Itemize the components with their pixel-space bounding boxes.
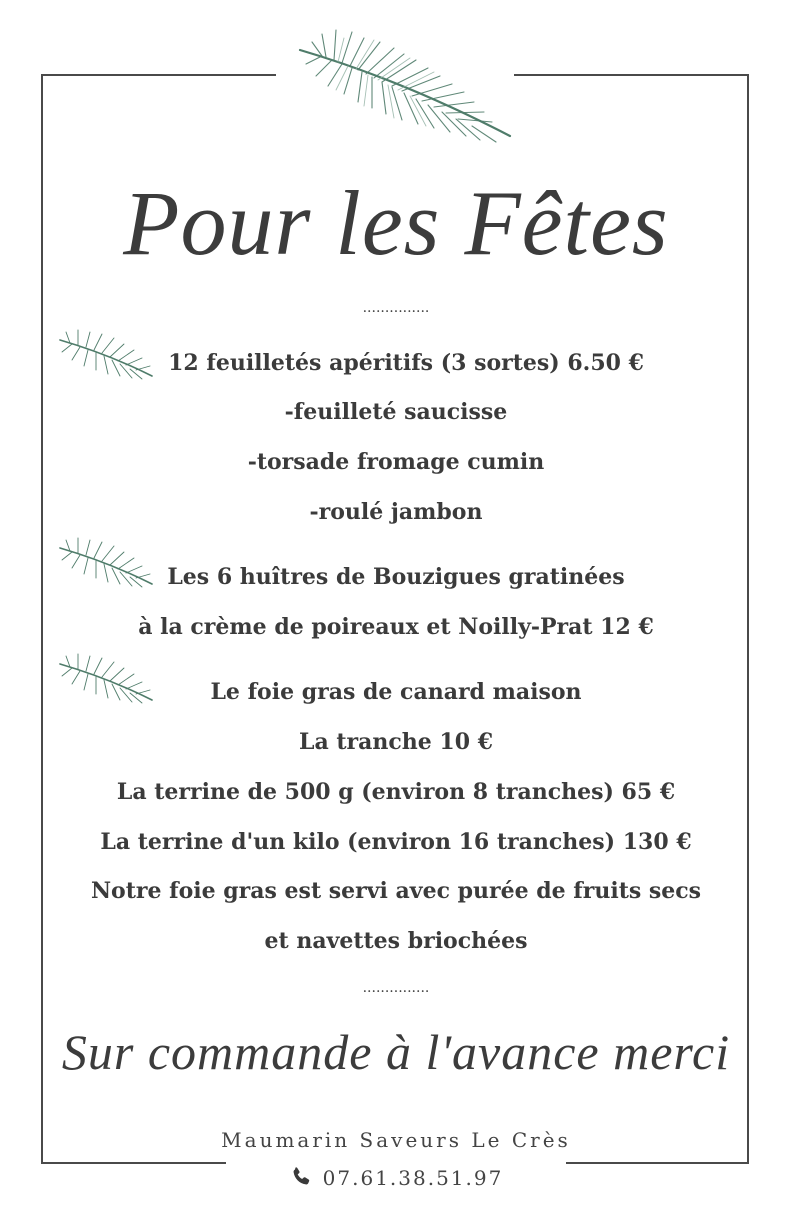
- section-3-line-6: et navettes briochées: [264, 928, 528, 954]
- frame-top-left: [41, 74, 276, 76]
- section-3-line-2: La tranche 10 €: [298, 729, 493, 755]
- page-title: Pour les Fêtes: [123, 172, 669, 274]
- section-1-line-3: -torsade fromage cumin: [247, 449, 545, 475]
- frame-bottom-right: [566, 1162, 749, 1164]
- phone-row: [0, 1166, 792, 1192]
- section-3-line-3: La terrine de 500 g (environ 8 tranches) 65 €: [116, 779, 676, 805]
- separator-top: ...............: [362, 300, 430, 316]
- section-1-line-2: -feuilleté saucisse: [284, 399, 508, 425]
- phone-number: 07.61.38.51.97: [322, 1166, 504, 1190]
- section-3-line-1: Le foie gras de canard maison: [210, 679, 582, 705]
- frame-top-right: [514, 74, 749, 76]
- section-1-line-4: -roulé jambon: [309, 499, 483, 525]
- closing-note: Sur commande à l'avance merci: [61, 1024, 731, 1080]
- section-2-line-2: à la crème de poireaux et Noilly-Prat 12 €: [138, 614, 654, 640]
- frame-bottom-left: [41, 1162, 226, 1164]
- shop-name: Maumarin Saveurs Le Crès: [221, 1128, 571, 1152]
- section-2-line-1: Les 6 huîtres de Bouzigues gratinées: [167, 564, 625, 590]
- phone-icon: [289, 1165, 313, 1189]
- section-3-line-5: Notre foie gras est servi avec purée de fruits secs: [90, 878, 702, 904]
- pine-branch-icon: [292, 20, 522, 145]
- separator-bottom: ...............: [362, 980, 430, 996]
- section-3-line-4: La terrine d'un kilo (environ 16 tranches) 130 €: [100, 829, 692, 855]
- section-1-line-1: 12 feuilletés apéritifs (3 sortes) 6.50 €: [168, 350, 644, 376]
